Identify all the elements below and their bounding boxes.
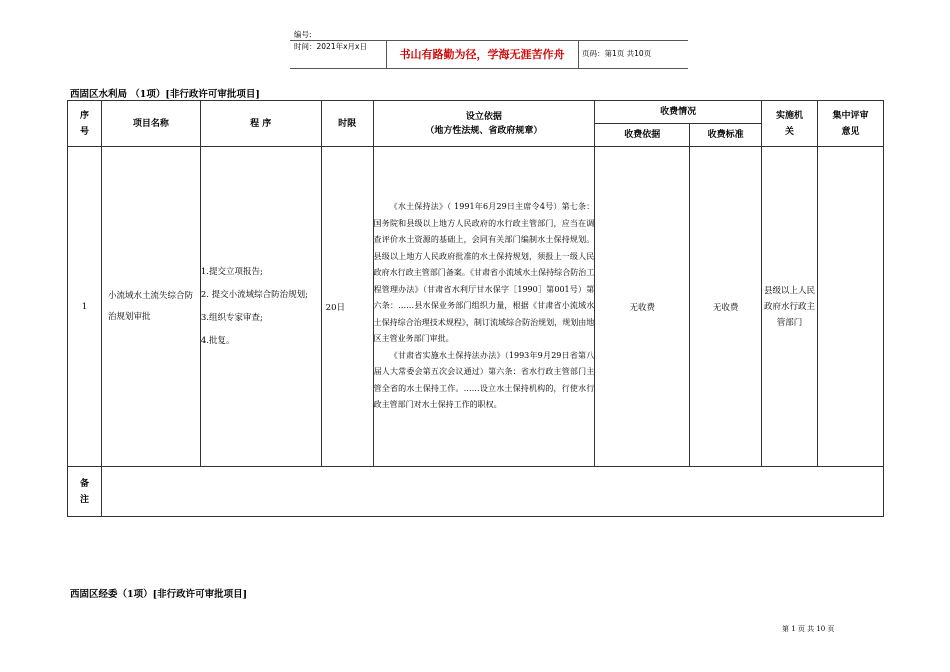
header-page-info: 页码：第1页 共10页 — [582, 49, 652, 58]
cell-time-limit: 20日 — [321, 147, 373, 467]
cell-fee-standard: 无收费 — [690, 147, 762, 467]
procedure-step: 4.批复。 — [200, 335, 235, 346]
cell-basis — [373, 147, 595, 467]
header-separator — [578, 40, 579, 68]
page-footer: 第 1 页 共 10 页 — [782, 625, 835, 633]
cell-fee-basis: 无收费 — [595, 147, 690, 467]
section-title: 西固区水利局 （1项）[非行政许可审批项目] — [70, 89, 260, 100]
basis-paragraph: 《水土保持法》（ 1991年6月29日主席令4号）第七条：国务院和县级以上地方人民政府的水行政主管部门，应当在调查评价水土资源的基础上，会同有关部门编制水土保持规划。县级以上地方人民政府批准的水土保持规划，须报上一级人民政府水行政主管部门备案。《甘肃省小流域水土保持综合防治工程管理办法》（甘肃省水利厅甘水保字［1990］第001号）第六条：……县水保业务部门组织力量，根据《甘肃省小流域水土保持综合治理技术规程》，制订流域综合防治规划，规划由地区主管业务部门审批。 — [373, 202, 595, 344]
column-header-basis: 设立依据 （地方性法规、省政府规章） — [373, 101, 595, 147]
procedure-step: 2. 提交小流域综合防治规划; — [200, 289, 309, 300]
notes-row — [68, 467, 884, 517]
table-row — [68, 147, 884, 467]
header-divider-bottom — [290, 68, 688, 69]
column-header-fee-standard: 收费标准 — [690, 124, 762, 147]
notes-value — [101, 467, 883, 517]
procedure-step: 1.提交立项报告; — [200, 266, 263, 277]
column-header-time-limit: 时限 — [321, 101, 373, 147]
approval-items-table — [67, 100, 884, 517]
column-header-dept: 实施机关 — [762, 101, 818, 147]
column-header-name: 项目名称 — [101, 101, 200, 147]
time-label: 时间：2021年x月x日 — [294, 42, 367, 51]
column-header-fee-basis: 收费依据 — [595, 124, 690, 147]
notes-label: 备注 — [68, 467, 102, 517]
header-divider-top — [290, 40, 688, 41]
column-header-procedure: 程 序 — [200, 101, 321, 147]
column-header-opinion: 集中评审意见 — [817, 101, 883, 147]
column-header-seq: 序号 — [68, 101, 102, 147]
cell-dept: 县级以上人民政府水行政主管部门 — [762, 147, 818, 467]
header-motto: 书山有路勤为径，学海无涯苦作舟 — [399, 48, 565, 61]
column-header-fee-group: 收费情况 — [595, 101, 762, 124]
section-title: 西固区经委（1项）[非行政许可审批项目] — [70, 589, 248, 600]
header-meta — [294, 29, 367, 53]
cell-seq: 1 — [68, 147, 102, 467]
procedure-step: 3.组织专家审查; — [200, 312, 263, 323]
serial-label: 编号: — [294, 30, 312, 39]
basis-paragraph: 《甘肃省实施水土保持法办法》（1993年9月29日省第八届人大常委会第五次会议通过）第六条：省水行政主管部门主管全省的水土保持工作。……设立水土保持机构的，行使水行政主管部门对水土保持工作的职权。 — [373, 350, 595, 410]
cell-opinion — [817, 147, 883, 467]
cell-name: 小流域水土流失综合防治规划审批 — [101, 147, 200, 467]
cell-procedure — [200, 147, 321, 467]
